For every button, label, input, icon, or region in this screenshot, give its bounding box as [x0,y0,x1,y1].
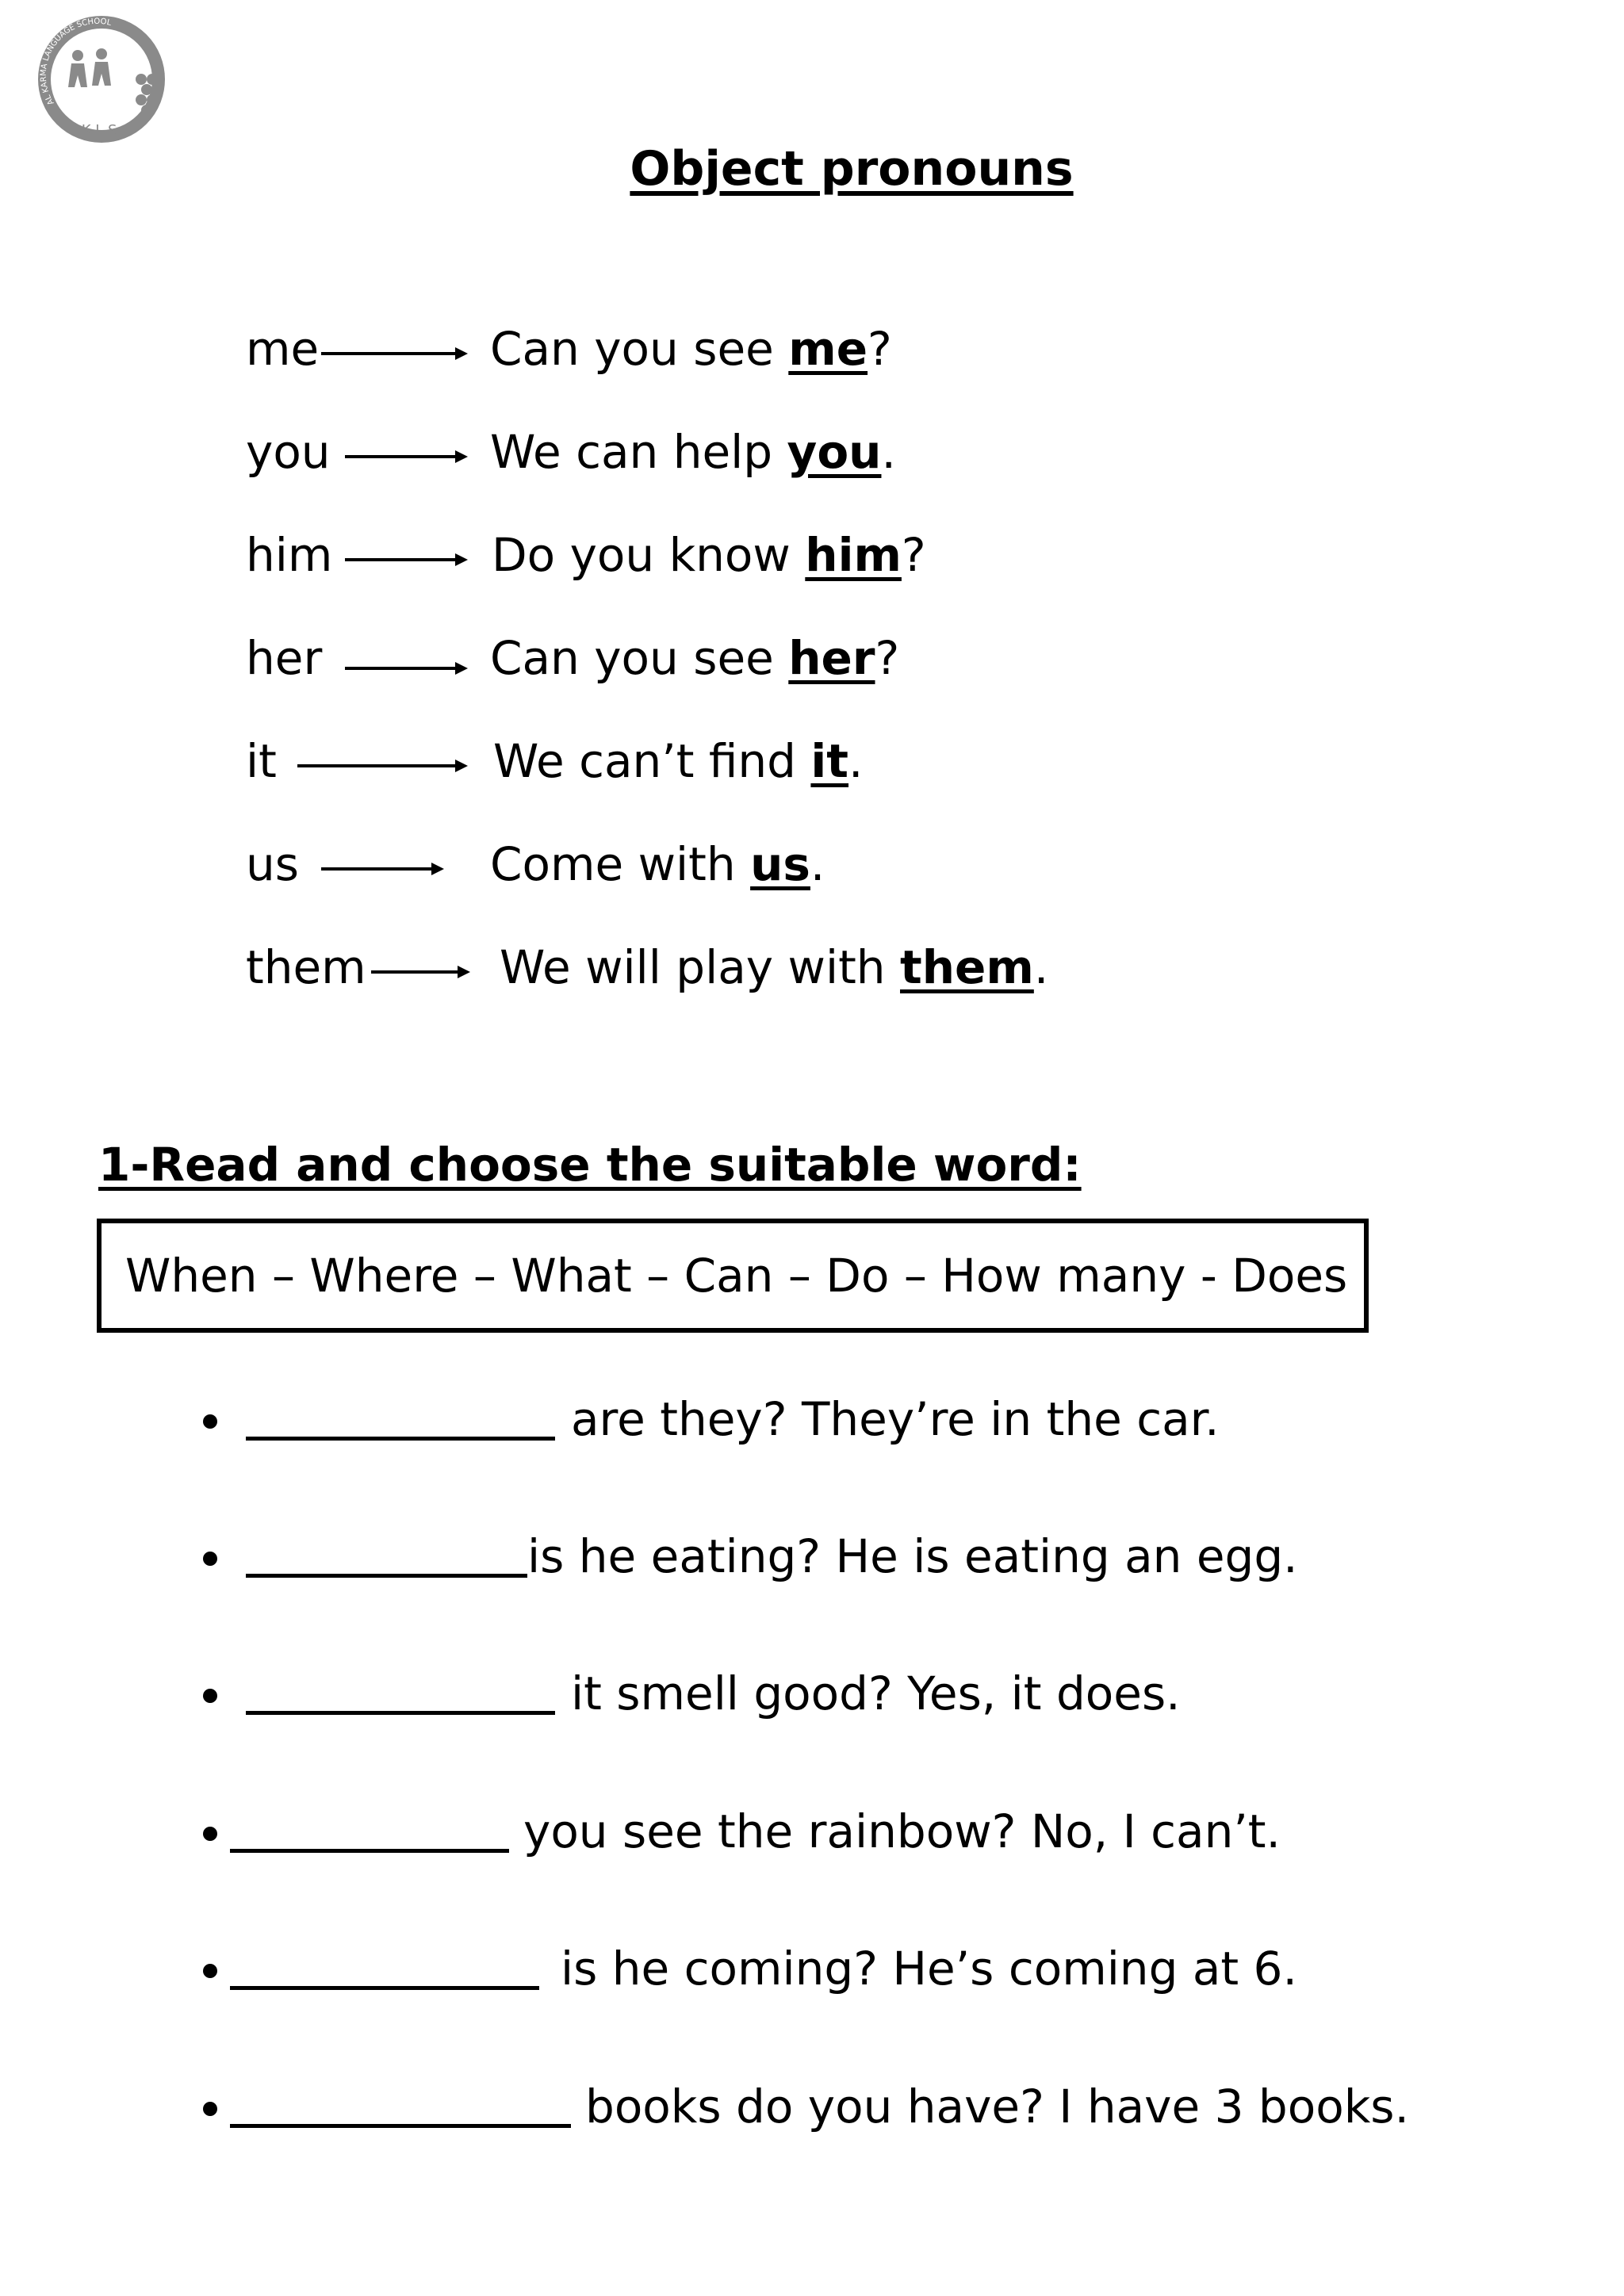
pronoun-row [0,729,1624,793]
question-text: you see the rainbow? No, I can’t. [523,1804,1281,1858]
question-item [0,1387,1624,1451]
example-sentence: We can help you. [490,425,896,479]
answer-blank[interactable] [246,1534,527,1578]
school-logo-icon [22,16,181,143]
arrow-right-icon [297,758,468,774]
logo-arc-text: AL KARMA LANGUAGE SCHOOL [39,17,113,107]
question-text: is he coming? He’s coming at 6. [561,1942,1297,1996]
arrow-right-icon [345,552,468,568]
pronoun-row [0,936,1624,999]
highlighted-pronoun: me [788,322,868,376]
highlighted-pronoun: him [805,528,902,582]
example-sentence: Can you see me? [490,322,892,376]
bullet-icon [203,1552,217,1566]
arrow-right-icon [321,346,468,362]
example-sentence: We can’t find it. [493,734,864,788]
question-item [0,2075,1624,2138]
question-text: is he eating? He is eating an egg. [527,1529,1298,1583]
highlighted-pronoun: them [900,940,1034,994]
pronoun-word: me [246,322,320,376]
pronoun-word: her [246,631,323,685]
answer-blank[interactable] [246,1397,555,1441]
exercise-heading: 1-Read and choose the suitable word: [98,1138,1082,1192]
bullet-icon [203,1827,217,1841]
answer-blank[interactable] [230,2084,571,2128]
pronoun-word: him [246,528,333,582]
bullet-icon [203,1414,217,1429]
highlighted-pronoun: it [810,734,849,788]
pronoun-word: you [246,425,331,479]
bullet-icon [203,1689,217,1703]
pronoun-word: it [246,734,277,788]
school-logo [22,16,181,143]
answer-blank[interactable] [230,1809,509,1853]
answer-blank[interactable] [246,1671,555,1715]
pronoun-row [0,626,1624,690]
pronoun-word: us [246,837,299,891]
arrow-right-icon [371,964,470,980]
arrow-right-icon [345,449,468,465]
highlighted-pronoun: us [750,837,810,891]
bullet-icon [203,2102,217,2116]
question-item [0,1662,1624,1725]
example-sentence: Do you know him? [492,528,926,582]
word-bank-box [97,1219,1369,1333]
answer-blank[interactable] [230,1946,539,1990]
pronoun-row [0,317,1624,381]
arrow-right-icon [321,861,444,877]
example-sentence: We will play with them. [500,940,1049,994]
pronoun-word: them [246,940,366,994]
bullet-icon [203,1964,217,1978]
logo-text: K.L.S. [81,122,122,139]
question-item [0,1800,1624,1863]
pronoun-row [0,420,1624,484]
pronoun-row [0,832,1624,896]
question-item [0,1525,1624,1588]
question-text: it smell good? Yes, it does. [571,1667,1181,1720]
example-sentence: Can you see her? [490,631,900,685]
word-bank-text: When – Where – What – Can – Do – How many - Does [125,1249,1348,1303]
arrow-right-icon [345,660,468,676]
question-text: books do you have? I have 3 books. [585,2080,1409,2133]
question-text: are they? They’re in the car. [571,1392,1220,1446]
example-sentence: Come with us. [490,837,825,891]
highlighted-pronoun: her [788,631,875,685]
page-title: Object pronouns [630,141,1074,197]
highlighted-pronoun: you [787,425,882,479]
pronoun-row [0,523,1624,587]
question-item [0,1937,1624,2000]
